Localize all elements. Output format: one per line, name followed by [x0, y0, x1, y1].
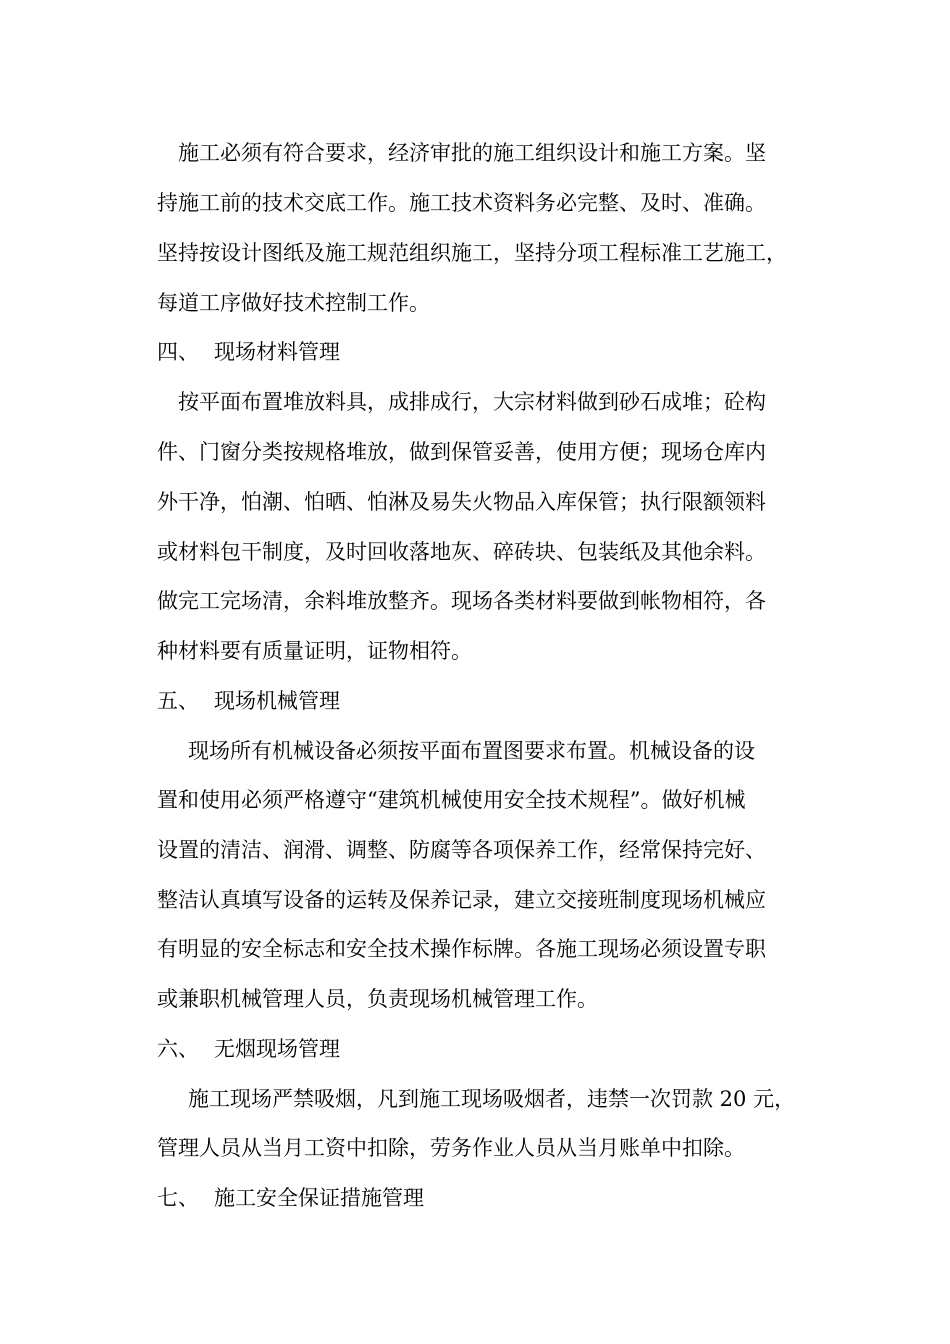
paragraph-line: 施工必须有符合要求，经济审批的施工组织设计和施工方案。坚 — [178, 141, 766, 165]
section-title: 施工安全保证措施管理 — [214, 1186, 424, 1210]
paragraph-line: 做完工完场清，余料堆放整齐。现场各类材料要做到帐物相符，各 — [157, 589, 766, 613]
paragraph-line: 按平面布置堆放料具，成排成行，大宗材料做到砂石成堆；砼构 — [178, 390, 766, 414]
section-title: 现场材料管理 — [214, 340, 340, 364]
section-number: 七、 — [157, 1186, 199, 1210]
section-heading — [157, 1173, 837, 1223]
section-title: 无烟现场管理 — [214, 1037, 340, 1061]
paragraph-line: 或兼职机械管理人员，负责现场机械管理工作。 — [157, 987, 598, 1011]
section-number: 四、 — [157, 340, 199, 364]
section-number: 五、 — [157, 689, 199, 713]
section-title: 现场机械管理 — [214, 689, 340, 713]
paragraph-line: 整洁认真填写设备的运转及保养记录，建立交接班制度现场机械应 — [157, 888, 766, 912]
paragraph-line: 现场所有机械设备必须按平面布置图要求布置。机械设备的设 — [188, 739, 755, 763]
section-heading — [157, 676, 837, 726]
paragraph-line: 置和使用必须严格遵守“建筑机械使用安全技术规程”。做好机械 — [157, 788, 746, 812]
paragraph-line: 坚持按设计图纸及施工规范组织施工，坚持分项工程标准工艺施工， — [157, 241, 787, 265]
paragraph-line: 外干净，怕潮、怕晒、怕淋及易失火物品入库保管；执行限额领料 — [157, 490, 766, 514]
paragraph-line: 持施工前的技术交底工作。施工技术资料务必完整、及时、准确。 — [157, 191, 766, 215]
paragraph-line: 每道工序做好技术控制工作。 — [157, 291, 430, 315]
section-number: 六、 — [157, 1037, 199, 1061]
paragraph-line: 种材料要有质量证明，证物相符。 — [157, 639, 472, 663]
section-heading — [157, 1024, 837, 1074]
section-heading — [157, 327, 837, 377]
paragraph-line: 有明显的安全标志和安全技术操作标牌。各施工现场必须设置专职 — [157, 937, 766, 961]
paragraph-line: 管理人员从当月工资中扣除，劳务作业人员从当月账单中扣除。 — [157, 1136, 745, 1160]
paragraph-line: 或材料包干制度，及时回收落地灰、碎砖块、包装纸及其他余料。 — [157, 540, 766, 564]
paragraph-line: 设置的清洁、润滑、调整、防腐等各项保养工作，经常保持完好、 — [157, 838, 766, 862]
paragraph-line: 件、门窗分类按规格堆放，做到保管妥善，使用方便；现场仓库内 — [157, 440, 766, 464]
paragraph-line: 施工现场严禁吸烟，凡到施工现场吸烟者，违禁一次罚款 20 元， — [188, 1087, 796, 1111]
